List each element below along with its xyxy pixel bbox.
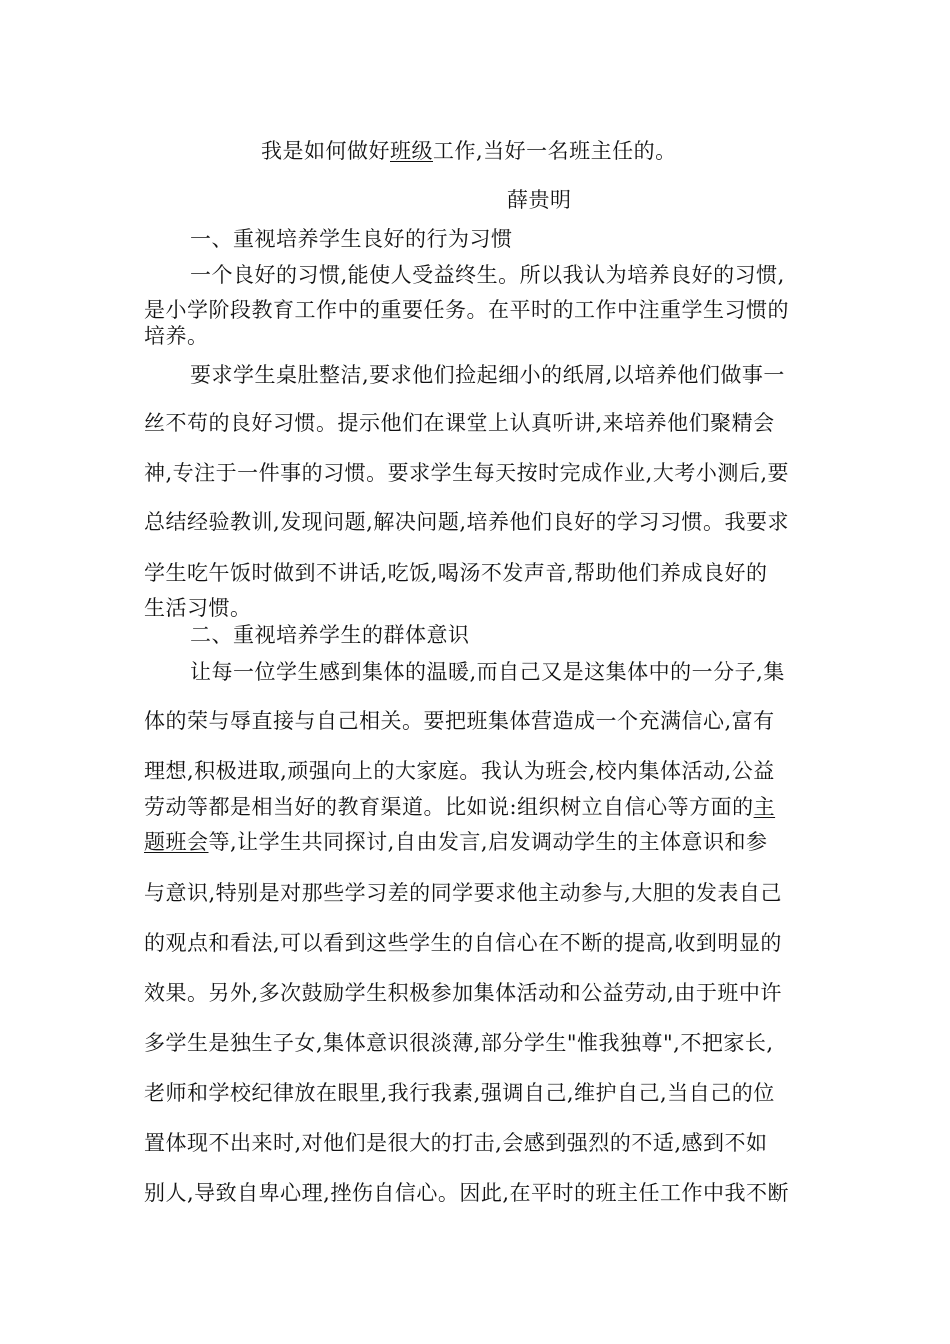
paragraph-text: 等,让学生共同探讨,自由发言,启发调动学生的主体意识和参: [208, 830, 768, 854]
paragraph-line: 培养。: [144, 324, 209, 348]
paragraph-line: 的观点和看法,可以看到这些学生的自信心在不断的提高,收到明显的: [144, 931, 782, 955]
paragraph-line: 让每一位学生感到集体的温暖,而自己又是这集体中的一分子,集: [190, 660, 785, 684]
link-class-meeting-head[interactable]: 主: [753, 795, 776, 819]
link-class-meeting-tail[interactable]: 题班会: [144, 830, 209, 854]
title-link-class[interactable]: 班级: [390, 139, 433, 163]
paragraph-line: 与意识,特别是对那些学习差的同学要求他主动参与,大胆的发表自己: [144, 881, 782, 905]
paragraph-line: 置体现不出来时,对他们是很大的打击,会感到强烈的不适,感到不如: [144, 1131, 768, 1155]
paragraph-line: 生活习惯。: [144, 596, 252, 620]
paragraph-line: 老师和学校纪律放在眼里,我行我素,强调自己,维护自己,当自己的位: [144, 1081, 775, 1105]
paragraph-line: 理想,积极进取,顽强向上的大家庭。我认为班会,校内集体活动,公益: [144, 759, 775, 783]
paragraph-line: [144, 795, 775, 819]
section-heading-2: 二、重视培养学生的群体意识: [190, 623, 470, 647]
title-text-after: 工作,当好一名班主任的。: [433, 139, 677, 163]
title-text-before: 我是如何做好: [261, 139, 390, 163]
section-heading-1: 一、重视培养学生良好的行为习惯: [190, 227, 513, 251]
paragraph-line: 效果。另外,多次鼓励学生积极参加集体活动和公益劳动,由于班中许: [144, 981, 782, 1005]
paragraph-line: 学生吃午饭时做到不讲话,吃饭,喝汤不发声音,帮助他们养成良好的: [144, 561, 768, 585]
paragraph-line: 一个良好的习惯,能使人受益终生。所以我认为培养良好的习惯,: [190, 263, 785, 287]
paragraph-line: 总结经验教训,发现问题,解决问题,培养他们良好的学习习惯。我要求: [144, 510, 790, 534]
paragraph-line: 要求学生桌肚整洁,要求他们捡起细小的纸屑,以培养他们做事一: [190, 363, 785, 387]
paragraph-line: 丝不苟的良好习惯。提示他们在课堂上认真听讲,来培养他们聚精会: [144, 411, 775, 435]
paragraph-text: 劳动等都是相当好的教育渠道。比如说:组织树立自信心等方面的: [144, 795, 754, 819]
paragraph-line: 体的荣与辱直接与自己相关。要把班集体营造成一个充满信心,富有: [144, 709, 775, 733]
document-title: [261, 139, 677, 163]
paragraph-line: 别人,导致自卑心理,挫伤自信心。因此,在平时的班主任工作中我不断: [144, 1181, 790, 1205]
paragraph-line: 是小学阶段教育工作中的重要任务。在平时的工作中注重学生习惯的: [144, 298, 789, 322]
author-name: 薛贵明: [507, 188, 572, 212]
paragraph-line: 神,专注于一件事的习惯。要求学生每天按时完成作业,大考小测后,要: [144, 461, 790, 485]
paragraph-line: 多学生是独生子女,集体意识很淡薄,部分学生"惟我独尊",不把家长,: [144, 1031, 774, 1055]
paragraph-line: [144, 830, 768, 854]
